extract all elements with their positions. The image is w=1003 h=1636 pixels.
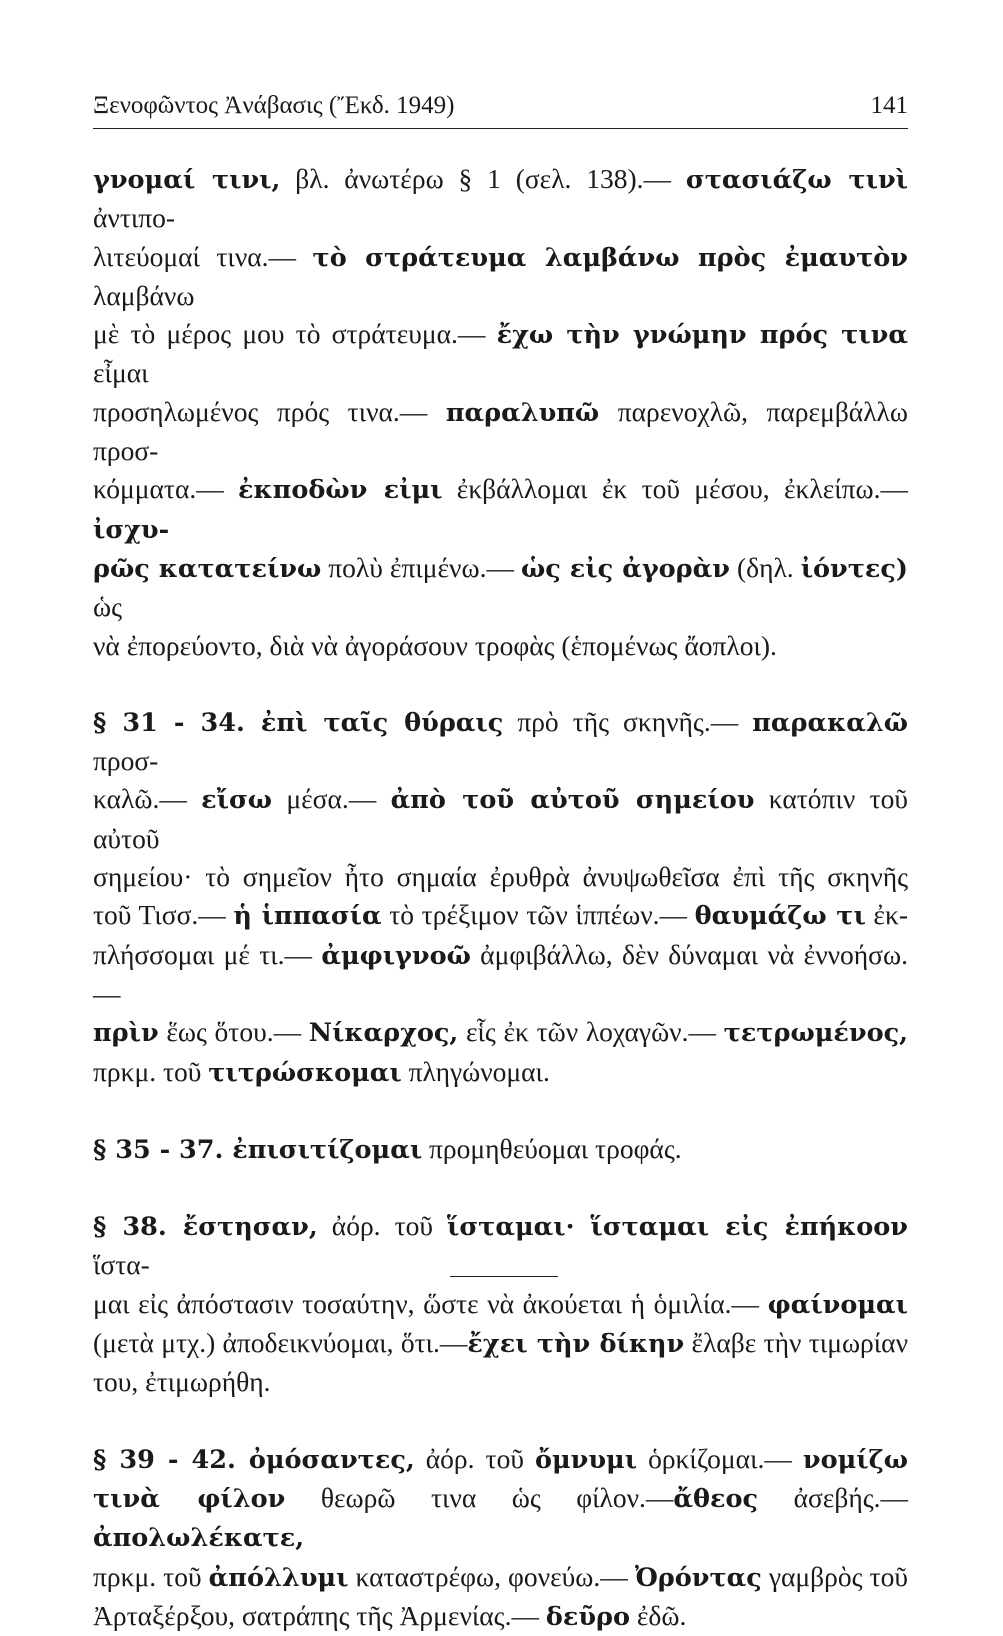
paragraph-5 (93, 1440, 908, 1636)
text-line (93, 936, 908, 1014)
text-line (93, 1053, 908, 1092)
gloss-text: μέσα.— (272, 783, 391, 815)
gloss-text: μὲ τὸ μέρος μου τὸ στράτευμα.— (93, 318, 497, 350)
text-line (93, 315, 908, 393)
gloss-text: πρκμ. τοῦ (93, 1560, 209, 1592)
headword: ἀμφιγνοῶ (321, 940, 471, 971)
headword: ἰσχυ- (93, 514, 170, 545)
text-line (93, 627, 908, 665)
paragraph-2 (93, 703, 908, 1092)
gloss-text: καλῶ.— (93, 783, 202, 815)
gloss-text: γαμβρὸς τοῦ (761, 1560, 908, 1592)
headword: ὄμνυμι (535, 1444, 638, 1475)
text-line (93, 1440, 908, 1479)
gloss-text: λαμβάνω (93, 279, 195, 311)
gloss-text: σημείου· τὸ σημεῖον ἦτο σημαία ἐρυθρὰ ἀνυψωθεῖσα ἐπὶ τῆς σκηνῆς (93, 861, 908, 893)
gloss-text: του, ἐτιμωρήθη. (93, 1366, 271, 1398)
gloss-text: παρενοχλῶ, παρεμβάλλω προσ- (93, 395, 908, 467)
text-line (93, 1130, 908, 1169)
gloss-text: ἀόρ. τοῦ (317, 1210, 448, 1242)
gloss-text: λιτεύομαί τινα.— (93, 240, 313, 272)
headword: τιτρώσκομαι (208, 1057, 402, 1088)
gloss-text: προμηθεύομαι τροφάς. (422, 1132, 682, 1164)
headword: § 35 - 37. ἐπισιτίζομαι (93, 1134, 423, 1165)
headword: Νίκαρχος, (308, 1018, 459, 1049)
gloss-text: ἵστα- (93, 1249, 150, 1281)
gloss-text: ὡς (93, 591, 122, 623)
gloss-text: εἷς ἐκ τῶν λοχαγῶν.— (458, 1016, 724, 1048)
headword: ἀπόλλυμι (208, 1562, 349, 1593)
gloss-text: πολὺ ἐπιμένω.— (321, 551, 521, 583)
gloss-text: ἐκ- (865, 899, 908, 931)
headword: φαίνομαι (767, 1289, 908, 1320)
headword: ἀπολωλέκατε, (93, 1523, 305, 1554)
gloss-text: ὁρκίζομαι.— (637, 1442, 803, 1474)
gloss-text: μαι εἰς ἀπόστασιν τοσαύτην, ὥστε νὰ ἀκούεται ἡ ὁμιλία.— (93, 1287, 768, 1319)
page-number: 141 (870, 92, 908, 119)
gloss-text: κόμματα.— (93, 473, 239, 505)
text-line (93, 780, 908, 858)
gloss-text: προσ- (93, 745, 159, 777)
headword: Ὀρόντας (634, 1562, 762, 1593)
running-header (93, 92, 908, 129)
text-line (93, 238, 908, 316)
gloss-text: (δηλ. (729, 551, 801, 583)
glossary-body (93, 160, 908, 1636)
text-line (93, 1285, 908, 1324)
headword: § 39 - 42. ὀμόσαντες, (93, 1444, 415, 1475)
gloss-text: ἐκβάλλομαι ἐκ τοῦ μέσου, ἐκλείπω.— (442, 473, 908, 505)
gloss-text: κατόπιν τοῦ αὐτοῦ (93, 783, 908, 854)
headword: παραλυπῶ (445, 397, 600, 428)
headword: ἰόντες) (800, 553, 908, 584)
text-line (93, 470, 908, 549)
gloss-text: (μετὰ μτχ.) ἀποδεικνύομαι, ὅτι.— (93, 1327, 468, 1359)
headword: ἄθεος (673, 1483, 759, 1514)
text-line (93, 160, 908, 238)
text-line (93, 896, 908, 935)
headword: νομίζω (802, 1444, 908, 1475)
headword: γνομαί τινι, (93, 165, 281, 195)
headword: ἡ ἱππασία (233, 901, 382, 932)
gloss-text: ἕως ὅτου.— (158, 1016, 309, 1048)
headword: δεῦρο (545, 1601, 630, 1632)
paragraph-3 (93, 1130, 908, 1169)
paragraph-4 (93, 1207, 908, 1401)
gloss-text: πρὸ τῆς σκηνῆς.— (503, 705, 753, 737)
headword: § 31 - 34. ἐπὶ ταῖς θύραις (93, 707, 504, 738)
headword: στασιάζω τινὶ (685, 165, 909, 195)
headword: τετρωμένος, (723, 1018, 908, 1049)
text-line (93, 1324, 908, 1363)
gloss-text: πρκμ. τοῦ (93, 1055, 209, 1087)
gloss-text: νὰ ἐπορεύοντο, διὰ νὰ ἀγοράσουν τροφὰς (ἑπομένως ἄοπλοι). (93, 629, 777, 661)
gloss-text: τὸ τρέξιμον τῶν ἱππέων.— (381, 899, 695, 931)
gloss-text: ἀόρ. τοῦ (414, 1442, 535, 1474)
gloss-text: θεωρῶ τινα ὡς φίλον.— (285, 1481, 674, 1513)
headword: εἴσω (201, 785, 273, 816)
text-line (93, 1207, 908, 1285)
headword: παρακαλῶ (752, 707, 908, 738)
gloss-text: Ἀρταξέρξου, σατράπης τῆς Ἀρμενίας.— (93, 1599, 546, 1631)
gloss-text: τοῦ Τισσ.— (93, 899, 234, 931)
text-line (93, 393, 908, 471)
headword: θαυμάζω τι (694, 901, 866, 932)
paragraph-1 (93, 160, 908, 665)
text-line (93, 858, 908, 896)
headword: ἐκποδὼν εἰμι (238, 475, 443, 506)
text-line (93, 703, 908, 781)
headword: τινὰ φίλον (93, 1483, 286, 1514)
gloss-text: εἶμαι (93, 357, 149, 389)
headword: τὸ στράτευμα λαμβάνω πρὸς ἐμαυτὸν (312, 242, 908, 273)
headword: ἀπὸ τοῦ αὐτοῦ σημείου (390, 785, 755, 816)
gloss-text: βλ. ἀνωτέρω § 1 (σελ. 138).— (280, 163, 686, 194)
end-rule (450, 1276, 558, 1277)
headword: ἵσταμαι· ἵσταμαι εἰς ἐπήκοον (447, 1212, 908, 1243)
text-line (93, 1558, 908, 1597)
gloss-text: καταστρέφω, φονεύω.— (348, 1560, 635, 1592)
running-title: Ξενοφῶντος Ἀνάβασις (Ἔκδ. 1949) (93, 92, 455, 119)
gloss-text: ἀντιπο- (93, 202, 176, 234)
headword: ρῶς κατατείνω (93, 553, 322, 584)
gloss-text: ἐδῶ. (630, 1599, 687, 1631)
text-line (93, 1597, 908, 1636)
headword: ἔχει τὴν δίκην (467, 1329, 685, 1360)
text-line (93, 549, 908, 627)
gloss-text: ἀσεβής.— (758, 1481, 908, 1513)
gloss-text: πλήσσομαι μέ τι.— (93, 938, 322, 970)
gloss-text: προσηλωμένος πρός τινα.— (93, 395, 446, 427)
gloss-text: πληγώνομαι. (401, 1055, 550, 1087)
headword: ὡς εἰς ἀγορὰν (520, 553, 730, 584)
text-line (93, 1363, 908, 1401)
text-line (93, 1479, 908, 1558)
headword: § 38. ἔστησαν, (93, 1212, 318, 1243)
gloss-text: ἀμφιβάλλω, δὲν δύναμαι νὰ ἐννοήσω.— (93, 938, 908, 1009)
gloss-text: ἔλαβε τὴν τιμωρίαν (684, 1327, 909, 1359)
headword: ἔχω τὴν γνώμην πρός τινα (496, 320, 908, 351)
headword: πρὶν (93, 1018, 159, 1049)
text-line (93, 1013, 908, 1052)
